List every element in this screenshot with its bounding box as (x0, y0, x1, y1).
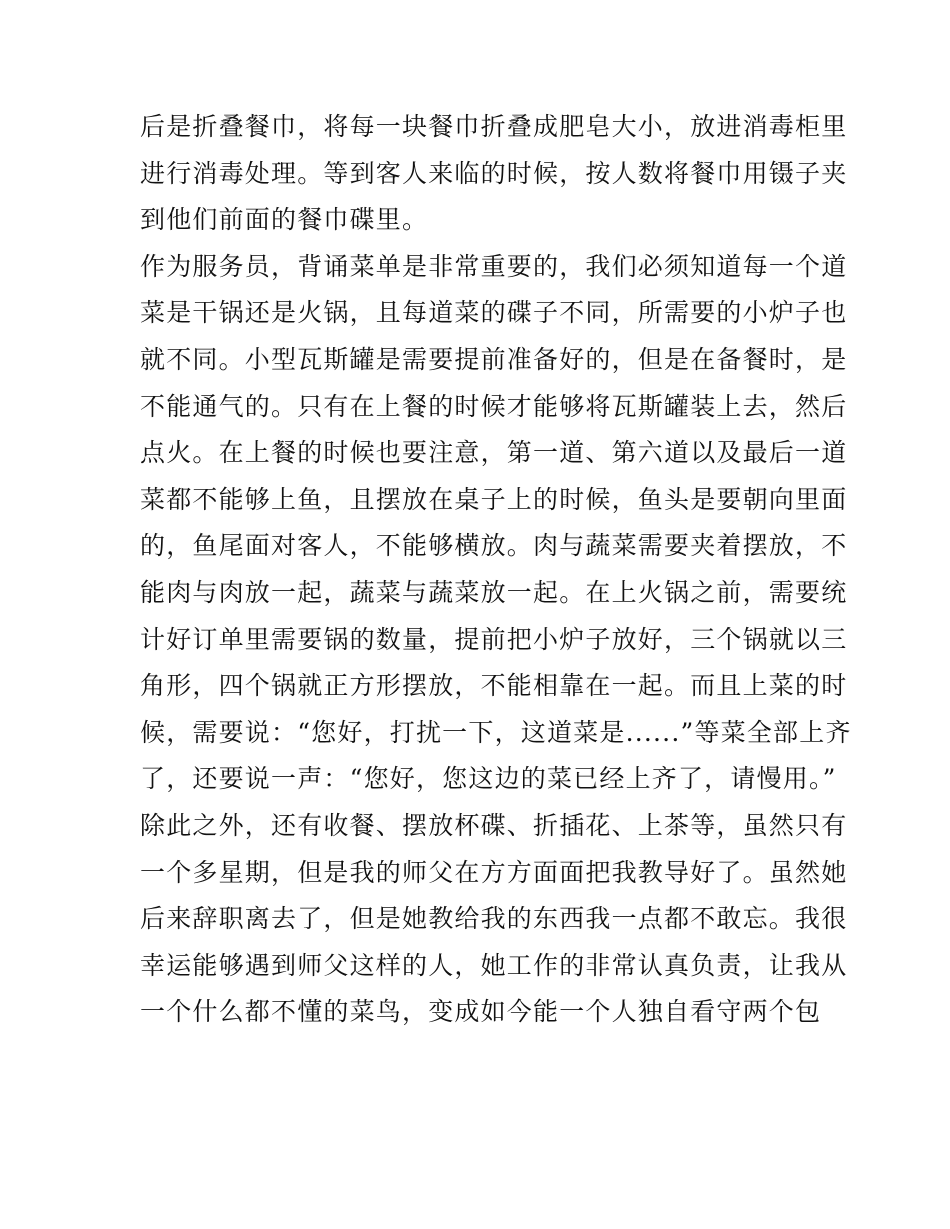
text-line: 能肉与肉放一起，蔬菜与蔬菜放一起。在上火锅之前，需要统 (140, 577, 848, 607)
text-line: 就不同。小型瓦斯罐是需要提前准备好的，但是在备餐时，是 (140, 344, 848, 374)
text-line: 菜是干锅还是火锅，且每道菜的碟子不同，所需要的小炉子也 (140, 298, 848, 328)
text-line: 到他们前面的餐巾碟里。 (140, 205, 429, 235)
text-line: 角形，四个锅就正方形摆放，不能相靠在一起。而且上菜的时 (140, 671, 848, 701)
text-line: 作为服务员，背诵菜单是非常重要的，我们必须知道每一个道 (140, 251, 848, 281)
text-line: 后是折叠餐巾，将每一块餐巾折叠成肥皂大小，放进消毒柜里 (140, 112, 848, 141)
text-line: 计好订单里需要锅的数量，提前把小炉子放好，三个锅就以三 (140, 624, 848, 654)
text-line: 进行消毒处理。等到客人来临的时候，按人数将餐巾用镊子夹 (140, 158, 848, 188)
text-line: 点火。在上餐的时候也要注意，第一道、第六道以及最后一道 (140, 438, 848, 468)
text-line: 后来辞职离去了，但是她教给我的东西我一点都不敢忘。我很 (140, 904, 848, 934)
body-text (140, 104, 852, 1036)
text-line: 不能通气的。只有在上餐的时候才能够将瓦斯罐装上去，然后 (140, 391, 848, 421)
text-line: 幸运能够遇到师父这样的人，她工作的非常认真负责，让我从 (140, 950, 848, 980)
text-line: 菜都不能够上鱼，且摆放在桌子上的时候，鱼头是要朝向里面 (140, 484, 848, 514)
text-line: 候，需要说：“您好，打扰一下，这道菜是......”等菜全部上齐 (140, 717, 852, 747)
text-line: 一个多星期，但是我的师父在方方面面把我教导好了。虽然她 (140, 857, 848, 887)
text-line: 的，鱼尾面对客人，不能够横放。肉与蔬菜需要夹着摆放，不 (140, 531, 848, 561)
text-line: 除此之外，还有收餐、摆放杯碟、折插花、上茶等，虽然只有 (140, 810, 848, 840)
text-line: 一个什么都不懂的菜鸟，变成如今能一个人独自看守两个包 (140, 997, 822, 1027)
text-line: 了，还要说一声：“您好，您这边的菜已经上齐了，请慢用。” (140, 764, 837, 794)
